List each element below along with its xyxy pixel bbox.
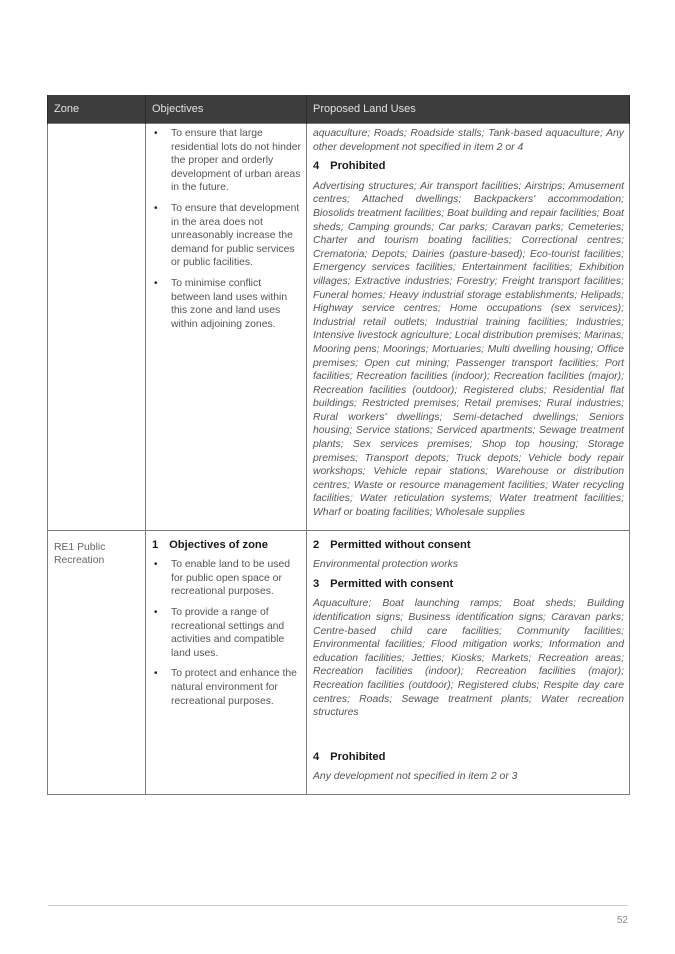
permitted-without-consent-heading: 2 Permitted without consent (313, 538, 471, 551)
zone-cell (48, 124, 146, 531)
objectives-heading: 1 Objectives of zone (152, 538, 268, 551)
permitted-without-consent-uses: Environmental protection works (313, 559, 458, 571)
header-proposed-land-uses: Proposed Land Uses (307, 95, 630, 124)
bullet-icon: • (154, 559, 158, 571)
objectives-cell (146, 124, 307, 531)
objective-item: • To minimise conflict between land uses within this zone and land uses within adjoining zones. (154, 277, 288, 330)
objectives-cell (146, 530, 307, 794)
objectives-list (152, 558, 301, 708)
objective-item: • To enable land to be used for public open space or recreational purposes. (154, 559, 291, 598)
bullet-icon: • (154, 128, 158, 139)
land-uses-cell (307, 124, 630, 531)
bullet-icon: • (154, 202, 158, 214)
bullet-icon: • (154, 668, 158, 680)
spacer (313, 726, 624, 746)
prohibited-heading: 4 Prohibited (313, 750, 386, 763)
permitted-with-consent-uses: Aquaculture; Boat launching ramps; Boat sheds; Building identification signs; Business identification signs; Caravan parks; Centre-based child care facilities; Community facilities; Environmental facilities; Flood mitigation works; Information and education facilities; Jetties; Kiosks; Markets; Recreation areas; Recreation facilities (indoor); Recreation facilities (major); Recreation facilities (outdoor); Registered clubs; Respite day care centres; Roads; Sewage treatment plants; Water recreation structures (313, 598, 624, 719)
objective-item: • To ensure that large residential lots do not hinder the proper and orderly development of urban areas in the future. (154, 128, 301, 194)
objective-item: • To protect and enhance the natural environment for recreational purposes. (154, 668, 297, 707)
zone-cell (48, 530, 146, 794)
zone-name (54, 127, 140, 134)
prohibited-heading: 4 Prohibited (313, 160, 386, 173)
objective-item: • To ensure that development in the area does not unreasonably increase the demand for public services or public facilities. (154, 202, 300, 269)
objectives-list (152, 127, 301, 331)
bullet-icon: • (154, 277, 158, 289)
continued-permitted-uses: aquaculture; Roads; Roadside stalls; Tank-based aquaculture; Any other development not specified in item 2 or 4 (313, 128, 624, 153)
header-zone: Zone (48, 95, 146, 124)
table-row (48, 124, 630, 531)
prohibited-uses: Any development not specified in item 2 or 3 (313, 771, 518, 783)
bullet-icon: • (154, 607, 158, 618)
footer-divider (48, 905, 628, 906)
page-number: 52 (616, 915, 628, 926)
prohibited-uses: Advertising structures; Air transport facilities; Airstrips; Amusement centres; Attached dwellings; Backpackers' accommodation; Biosolids treatment facilities; Boat building and repair facilities; Boat sheds; Camping grounds; Car parks; Caravan parks; Cemeteries; Charter and tourism boating facilities; Correctional centres; Crematoria; Depots; Dairies (pasture-based); Eco-tourist facilities; Emergency services facilities; Entertainment facilities; Exhibition villages; Extractive industries; Forestry; Freight transport facilities; Funeral homes; Heavy industrial storage establishments; Helipads; Highway service centres; Home occupations (sex services); Industrial retail outlets; Industrial training facilities; Industries; Intensive livestock agriculture; Local distribution premises; Marinas; Mooring pens; Moorings; Mortuaries; Multi dwelling housing; Office premises; Open cut mining; Passenger transport facilities; Port facilities; Recreation facilities (indoor); Recreation facilities (major); Recreation facilities (outdoor); Registered clubs; Residential flat buildings; Restricted premises; Retail premises; Rural industries; Rural workers' dwellings; Semi-detached dwellings; Seniors housing; Service stations; Serviced apartments; Sewage treatment plants; Sex services premises; Shop top housing; Storage premises; Transport depots; Truck depots; Vehicle body repair workshops; Vehicle repair stations; Warehouse or distribution centres; Waste or resource management facilities; Water recycling facilities; Water reticulation systems; Water treatment facilities; Wharf or boating facilities; Wholesale supplies (313, 180, 624, 519)
zone-name: RE1 Public Recreation (54, 541, 106, 567)
objective-item: • To provide a range of recreational settings and activities and compatible land uses. (154, 607, 285, 659)
permitted-with-consent-heading: 3 Permitted with consent (313, 577, 454, 590)
land-use-table (47, 95, 630, 795)
table-row (48, 530, 630, 794)
header-objectives: Objectives (146, 95, 307, 124)
table-header-row (48, 95, 630, 124)
land-uses-cell (307, 530, 630, 794)
